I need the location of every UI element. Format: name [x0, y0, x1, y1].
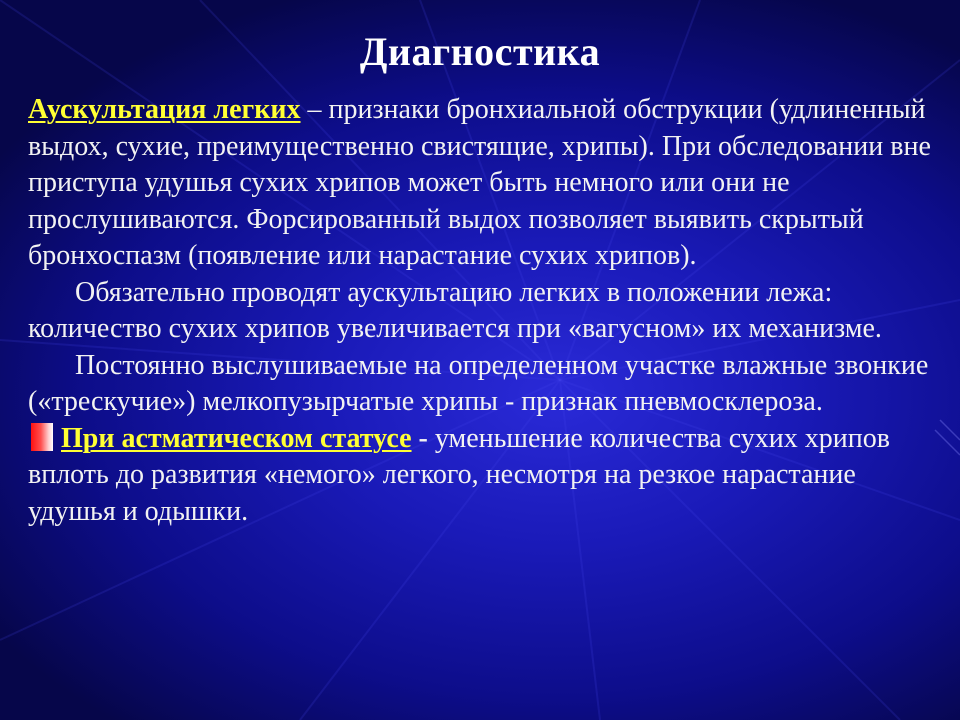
term-auscultation: Аускультация легких [28, 94, 301, 125]
status-dash: - [411, 422, 435, 454]
auscultation-text: – признаки бронхиальной обструкции (удлиненный выдох, сухие, преимущественно свистящие, хрипы). При обследовании вне приступа удушья сухих хрипов может быть немного или они не прослушиваются. Форсированный выдох позволяет выявить скрытый бронхоспазм (появление или нарастание сухих хрипов). [28, 94, 931, 271]
paragraph-pneumosclerosis: Постоянно выслушиваемые на определенном участке влажные звонкие («трескучие») мелкопузырчатые хрипы - признак пневмосклероза. [28, 349, 929, 417]
slide-content [28, 92, 938, 530]
paragraph-asthmatic-status [28, 421, 938, 531]
term-asthmatic-status: При астматическом статусе [61, 422, 412, 454]
paragraph-auscultation [28, 92, 938, 275]
slide-title: Диагностика [359, 29, 601, 74]
paragraph-lying-position: Обязательно проводят аускультацию легких в положении лежа: количество сухих хрипов увеличивается при «вагусном» их механизме. [28, 276, 882, 344]
asthmatic-status-text: уменьшение количества сухих хрипов вплоть до развития «немого» легкого, несмотря на резкое нарастание удушья и одышки. [28, 422, 890, 527]
red-bullet-icon [31, 423, 53, 451]
